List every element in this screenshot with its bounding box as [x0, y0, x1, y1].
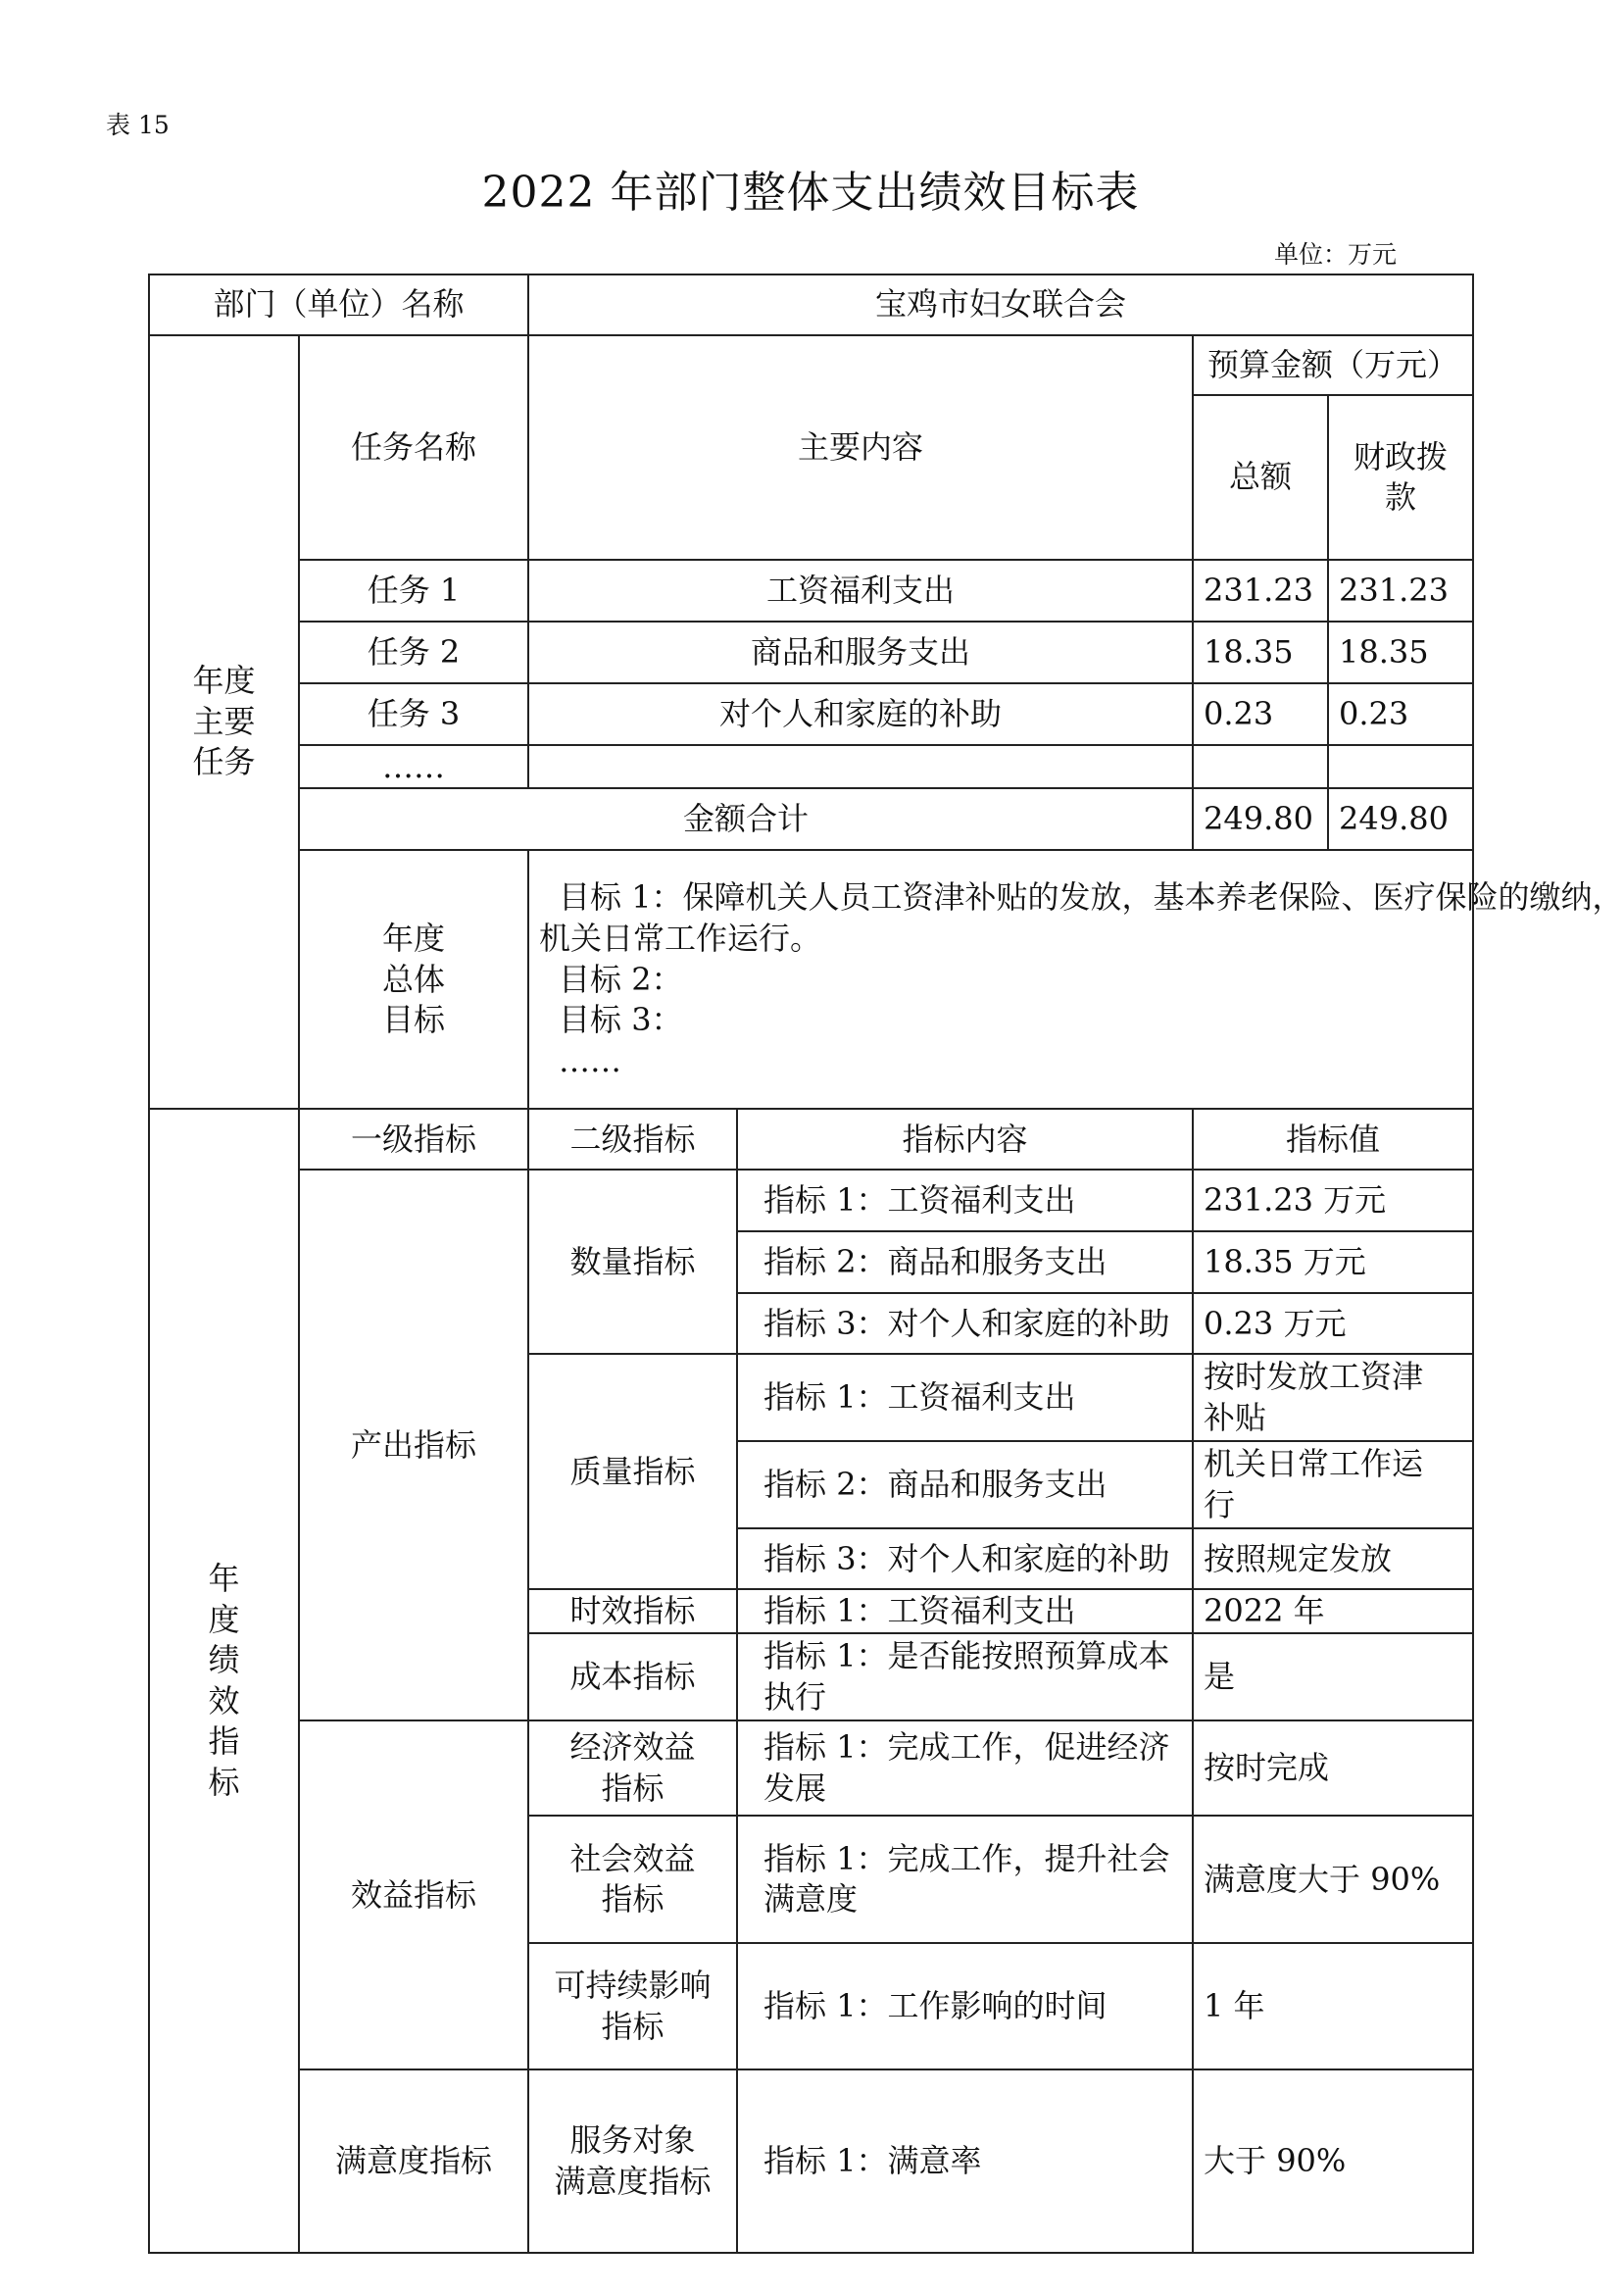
indicator-value	[1193, 1589, 1473, 1633]
level2-indicator-text: 成本指标	[569, 1658, 696, 1696]
annual-tasks-label-text: 年度	[192, 662, 256, 700]
annual-goals-label	[299, 850, 528, 1109]
level1-header-text: 一级指标	[351, 1120, 477, 1158]
performance-indicators-label-text: 效	[208, 1681, 240, 1720]
task-name	[299, 622, 528, 683]
indicator-value	[1193, 1720, 1473, 1816]
indicator-content-text: 执行	[763, 1677, 827, 1716]
task-fiscal	[1328, 622, 1473, 683]
sum-total	[1193, 788, 1328, 850]
indicator-content-text: 指标 2：商品和服务支出	[763, 1243, 1107, 1281]
dept-label	[149, 274, 528, 335]
indicator-content-text: 指标 1：工资福利支出	[763, 1592, 1076, 1630]
task-name-text: ……	[382, 747, 445, 785]
level2-indicator-text: 经济效益	[569, 1728, 696, 1767]
goal-line: 目标 3：	[559, 1001, 683, 1039]
performance-indicators-label	[149, 1109, 299, 2253]
table-row	[149, 335, 1473, 395]
level2-indicator	[528, 1720, 737, 1816]
fiscal-header-text: 款	[1385, 478, 1417, 517]
task-content-text: 商品和服务支出	[751, 633, 971, 672]
indicator-content-text: 指标 1：完成工作，促进经济	[763, 1728, 1170, 1767]
total-header-text: 总额	[1229, 458, 1293, 496]
task-total-text: 231.23	[1204, 572, 1313, 610]
main-content-header-text: 主要内容	[798, 427, 924, 466]
task-name-text: 任务 3	[367, 695, 461, 733]
indicator-content	[737, 1528, 1193, 1589]
task-content	[528, 683, 1193, 745]
task-fiscal	[1328, 683, 1473, 745]
level1-indicator	[299, 1170, 528, 1720]
dept-value	[528, 274, 1473, 335]
performance-indicators-label-text: 指	[208, 1722, 240, 1761]
indicator-content-text: 指标 3：对个人和家庭的补助	[763, 1539, 1170, 1577]
indicator-value	[1193, 1943, 1473, 2069]
sum-label-text: 金额合计	[683, 800, 810, 838]
level2-indicator	[528, 1170, 737, 1354]
level2-indicator-text: 指标	[601, 1880, 664, 1919]
table-row	[149, 560, 1473, 622]
sum-fiscal-text: 249.80	[1339, 800, 1449, 838]
table-row	[149, 622, 1473, 683]
task-content	[528, 745, 1193, 788]
sum-fiscal	[1328, 788, 1473, 850]
level2-indicator-text: 指标	[601, 2007, 664, 2045]
level2-header	[528, 1109, 737, 1170]
indicator-value	[1193, 1633, 1473, 1720]
indicator-value-text: 大于 90%	[1204, 2142, 1347, 2180]
performance-indicators-label-text: 绩	[208, 1641, 240, 1679]
indicator-value	[1193, 1170, 1473, 1231]
indicator-content-text: 指标 1：工资福利支出	[763, 1181, 1076, 1220]
indicator-content	[737, 1720, 1193, 1816]
indicator-value	[1193, 1441, 1473, 1528]
indicator-content	[737, 2069, 1193, 2253]
level2-indicator-text: 数量指标	[569, 1242, 696, 1280]
goal-line: 目标 2：	[559, 960, 683, 998]
indicator-content	[737, 1354, 1193, 1441]
level2-indicator	[528, 1943, 737, 2069]
annual-goals-content	[528, 850, 1624, 1109]
task-name-header-text: 任务名称	[351, 427, 477, 466]
sum-label	[299, 788, 1193, 850]
task-name	[299, 560, 528, 622]
task-name	[299, 683, 528, 745]
level2-indicator-text: 满意度指标	[554, 2162, 712, 2200]
table-row	[149, 745, 1473, 788]
task-name-text: 任务 2	[367, 633, 461, 672]
page-title: 2022 年部门整体支出绩效目标表	[481, 168, 1140, 218]
performance-table	[148, 274, 1624, 2254]
level2-indicator-text: 指标	[601, 1769, 664, 1807]
indicator-content-text: 指标 1：工资福利支出	[763, 1378, 1076, 1417]
content-header-text: 指标内容	[902, 1120, 1028, 1158]
fiscal-header-text: 财政拨	[1353, 437, 1449, 475]
main-content-header	[528, 335, 1193, 560]
annual-tasks-label-text: 主要	[192, 702, 256, 740]
level1-indicator	[299, 1720, 528, 2069]
indicator-content	[737, 1231, 1193, 1293]
indicator-value-text: 18.35 万元	[1204, 1243, 1366, 1281]
table-row	[149, 1720, 1473, 1816]
task-name	[299, 745, 528, 788]
indicator-value-text: 231.23 万元	[1204, 1181, 1387, 1220]
indicator-content-text: 发展	[763, 1769, 827, 1807]
indicator-value-text: 补贴	[1204, 1398, 1267, 1436]
level1-indicator-text: 效益指标	[351, 1875, 477, 1914]
budget-header-text: 预算金额（万元）	[1207, 345, 1459, 383]
annual-goals-label-text: 年度	[382, 919, 446, 957]
task-name-header	[299, 335, 528, 560]
table-row	[149, 850, 1473, 1109]
goal-line: ……	[559, 1041, 622, 1079]
task-fiscal-text: 18.35	[1339, 633, 1429, 672]
level2-indicator-text: 社会效益	[569, 1839, 696, 1877]
task-fiscal	[1328, 745, 1473, 788]
task-content	[528, 560, 1193, 622]
performance-indicators-label-text: 度	[208, 1600, 240, 1638]
budget-header	[1193, 335, 1473, 395]
level2-indicator-text: 可持续影响	[554, 1967, 712, 2005]
indicator-value-text: 按照规定发放	[1204, 1539, 1393, 1577]
task-content	[528, 622, 1193, 683]
table-row	[149, 1109, 1473, 1170]
table-row	[149, 274, 1473, 335]
indicator-value	[1193, 2069, 1473, 2253]
indicator-value-text: 2022 年	[1204, 1592, 1325, 1630]
indicator-value	[1193, 1816, 1473, 1943]
level2-indicator-text: 服务对象	[569, 2121, 696, 2160]
indicator-content	[737, 1170, 1193, 1231]
sum-total-text: 249.80	[1204, 800, 1313, 838]
performance-indicators-label-text: 年	[208, 1560, 240, 1598]
value-header-text: 指标值	[1286, 1120, 1381, 1158]
page-label: 表 15	[106, 111, 170, 139]
task-name-text: 任务 1	[367, 572, 461, 610]
task-fiscal-text: 231.23	[1339, 572, 1449, 610]
indicator-value-text: 按时完成	[1204, 1749, 1330, 1787]
task-total	[1193, 745, 1328, 788]
total-header	[1193, 395, 1328, 560]
table-row	[149, 683, 1473, 745]
level2-indicator-text: 质量指标	[569, 1452, 696, 1490]
annual-tasks-label	[149, 335, 299, 1109]
task-total-text: 0.23	[1204, 695, 1274, 733]
indicator-value	[1193, 1528, 1473, 1589]
performance-indicators-label-text: 标	[208, 1764, 240, 1802]
level1-indicator-text: 满意度指标	[335, 2142, 493, 2180]
dept-label-text: 部门（单位）名称	[213, 285, 465, 324]
indicator-content-text: 指标 1：完成工作，提升社会	[763, 1839, 1170, 1877]
annual-goals-label-text: 目标	[382, 1001, 446, 1039]
level2-indicator-text: 时效指标	[569, 1592, 696, 1630]
indicator-content-text: 满意度	[763, 1880, 859, 1919]
task-content-text: 工资福利支出	[766, 572, 956, 610]
task-content-text: 对个人和家庭的补助	[719, 695, 1003, 733]
indicator-value-text: 按时发放工资津	[1204, 1358, 1424, 1396]
level2-header-text: 二级指标	[569, 1120, 696, 1158]
indicator-value-text: 是	[1204, 1658, 1236, 1696]
value-header	[1193, 1109, 1473, 1170]
indicator-content	[737, 1589, 1193, 1633]
goal-line: 目标 1：保障机关人员工资津补贴的发放，基本养老保险、医疗保险的缴纳，	[559, 878, 1624, 917]
level2-indicator	[528, 1633, 737, 1720]
annual-goals-label-text: 总体	[382, 960, 446, 998]
goal-line: 机关日常工作运行。	[539, 919, 822, 957]
task-total-text: 18.35	[1204, 633, 1294, 672]
content-header	[737, 1109, 1193, 1170]
fiscal-header	[1328, 395, 1473, 560]
indicator-value-text: 机关日常工作运	[1204, 1445, 1424, 1483]
indicator-value-text: 满意度大于 90%	[1204, 1860, 1441, 1898]
level1-indicator	[299, 2069, 528, 2253]
level2-indicator	[528, 1589, 737, 1633]
level1-header	[299, 1109, 528, 1170]
indicator-content	[737, 1816, 1193, 1943]
indicator-content-text: 指标 3：对个人和家庭的补助	[763, 1304, 1170, 1342]
task-fiscal-text: 0.23	[1339, 695, 1409, 733]
level2-indicator	[528, 1816, 737, 1943]
indicator-content	[737, 1943, 1193, 2069]
indicator-value-text: 0.23 万元	[1204, 1304, 1347, 1342]
indicator-value	[1193, 1231, 1473, 1293]
indicator-value	[1193, 1354, 1473, 1441]
task-total	[1193, 622, 1328, 683]
level2-indicator	[528, 2069, 737, 2253]
indicator-value-text: 行	[1204, 1485, 1236, 1523]
level2-indicator	[528, 1354, 737, 1589]
unit-label: 单位：万元	[1274, 240, 1398, 269]
table-row	[149, 788, 1473, 850]
indicator-content-text: 指标 2：商品和服务支出	[763, 1466, 1107, 1504]
indicator-content-text: 指标 1：是否能按照预算成本	[763, 1637, 1170, 1675]
indicator-value	[1193, 1293, 1473, 1354]
indicator-content-text: 指标 1：工作影响的时间	[763, 1987, 1107, 2025]
table-row	[149, 2069, 1473, 2253]
dept-value-text: 宝鸡市妇女联合会	[875, 285, 1127, 324]
task-total	[1193, 560, 1328, 622]
indicator-content	[737, 1293, 1193, 1354]
annual-tasks-label-text: 任务	[192, 743, 256, 781]
indicator-content-text: 指标 1：满意率	[763, 2142, 982, 2180]
level1-indicator-text: 产出指标	[351, 1425, 477, 1464]
indicator-content	[737, 1441, 1193, 1528]
task-total	[1193, 683, 1328, 745]
indicator-value-text: 1 年	[1204, 1987, 1265, 2025]
task-fiscal	[1328, 560, 1473, 622]
table-row	[149, 1170, 1473, 1231]
indicator-content	[737, 1633, 1193, 1720]
